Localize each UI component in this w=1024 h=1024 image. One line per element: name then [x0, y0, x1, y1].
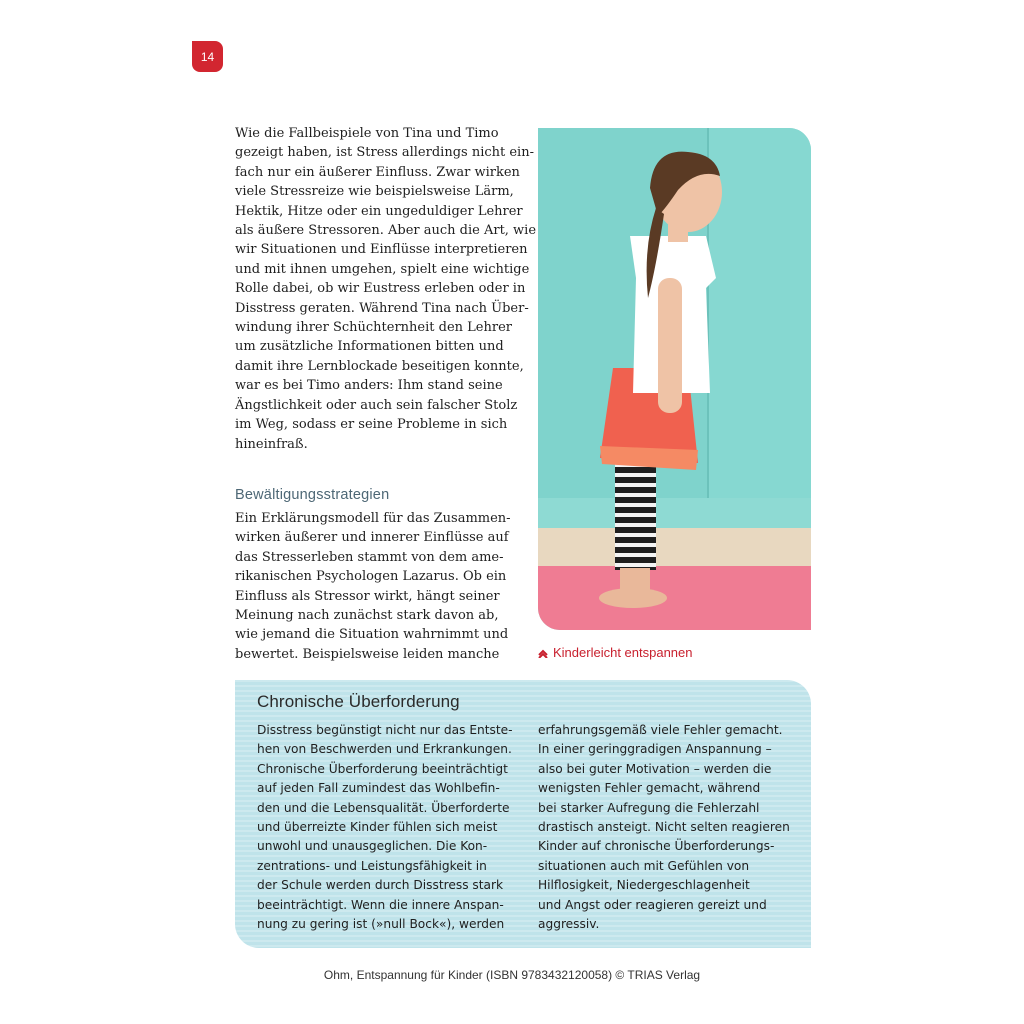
text-line: Disstress geraten. Während Tina nach Über- [235, 300, 529, 316]
info-box-column-2 [538, 721, 790, 934]
text-line: Hektik, Hitze oder ein ungeduldiger Lehrer [235, 203, 523, 219]
text-line: aggressiv. [538, 917, 600, 932]
text-line: unwohl und unausgeglichen. Die Kon- [257, 839, 488, 854]
text-line: als äußere Stressoren. Aber auch die Art, wie [235, 223, 537, 239]
text-line: In einer geringgradigen Anspannung – [538, 742, 772, 757]
chevron-up-icon [538, 648, 548, 658]
text-line: erfahrungsgemäß viele Fehler gemacht. [538, 723, 783, 737]
body-paragraph-1 [235, 124, 536, 454]
text-line: fach nur ein äußerer Einfluss. Zwar wirken [235, 164, 520, 180]
text-line: bewertet. Beispielsweise leiden manche [235, 646, 500, 662]
text-line: der Schule werden durch Disstress stark [257, 878, 504, 893]
photo-girl-standing [538, 128, 811, 630]
text-line: rikanischen Psychologen Lazarus. Ob ein [235, 569, 507, 585]
text-line: damit ihre Lernblockade beseitigen konnte, [235, 358, 524, 374]
text-line: drastisch ansteigt. Nicht selten reagieren [538, 820, 790, 835]
info-box-column-1 [257, 721, 513, 934]
text-line: beeinträchtigt. Wenn die innere Anspan- [257, 897, 504, 912]
text-line: zentrations- und Leistungsfähigkeit in [257, 858, 487, 873]
text-line: nung zu gering ist (»null Bock«), werden [257, 917, 505, 932]
text-line: Einfluss als Stressor wirkt, hängt seiner [235, 588, 500, 604]
text-line: wenigsten Fehler gemacht, während [538, 781, 761, 796]
text-line: Kinder auf chronische Überforderungs- [538, 839, 775, 854]
text-line: den und die Lebensqualität. Überforderte [257, 800, 510, 815]
text-line: windung ihrer Schüchternheit den Lehrer [235, 320, 512, 336]
text-line: Rolle dabei, ob wir Eustress erleben oder in [235, 281, 526, 297]
text-line: viele Stressreize wie beispielsweise Lärm, [235, 184, 514, 200]
text-line: und mit ihnen umgehen, spielt eine wichtige [235, 261, 530, 277]
photo-caption [538, 645, 693, 660]
text-line: bei starker Aufregung die Fehlerzahl [538, 800, 760, 815]
text-line: war es bei Timo anders: Ihm stand seine [235, 378, 503, 394]
body-paragraph-2 [235, 509, 511, 664]
subheading: Bewältigungsstrategien [235, 487, 390, 503]
text-line: also bei guter Motivation – werden die [538, 761, 772, 776]
text-line: um zusätzliche Informationen bitten und [235, 339, 504, 355]
page-footer: Ohm, Entspannung für Kinder (ISBN 9783432120058) © TRIAS Verlag [323, 968, 701, 982]
text-line: Ein Erklärungsmodell für das Zusammen- [235, 511, 511, 526]
text-line: Chronische Überforderung beeinträchtigt [257, 761, 508, 776]
caption-text: Kinderleicht entspannen [553, 645, 693, 660]
text-line: hen von Beschwerden und Erkrankungen. [257, 742, 512, 757]
text-line: wirken äußerer und innerer Einflüsse auf [235, 530, 509, 546]
photo-illustration [538, 128, 811, 630]
text-line: und Angst oder reagieren gereizt und [538, 897, 767, 912]
text-line: und überreizte Kinder fühlen sich meist [257, 820, 498, 835]
text-line: wie jemand die Situation wahrnimmt und [235, 627, 509, 643]
text-line: gezeigt haben, ist Stress allerdings nicht ein- [235, 145, 534, 161]
page-number-badge: 14 [192, 41, 223, 72]
text-line: das Stresserleben stammt von dem ame- [235, 549, 504, 565]
text-line: Meinung nach zunächst stark davon ab, [235, 608, 499, 624]
text-line: Disstress begünstigt nicht nur das Entste- [257, 723, 513, 737]
text-line: Ängstlichkeit oder auch sein falscher Stolz [235, 397, 518, 413]
text-line: im Weg, sodass er seine Probleme in sich [235, 417, 508, 433]
text-line: hineinfraß. [235, 436, 308, 452]
text-line: situationen auch mit Gefühlen von [538, 858, 750, 873]
info-box-title: Chronische Überforderung [257, 692, 460, 711]
text-line: auf jeden Fall zumindest das Wohlbefin- [257, 781, 500, 796]
text-line: Hilflosigkeit, Niedergeschlagenheit [538, 878, 750, 893]
text-line: wir Situationen und Einflüsse interpretieren [235, 242, 528, 258]
text-line: Wie die Fallbeispiele von Tina und Timo [235, 126, 499, 141]
